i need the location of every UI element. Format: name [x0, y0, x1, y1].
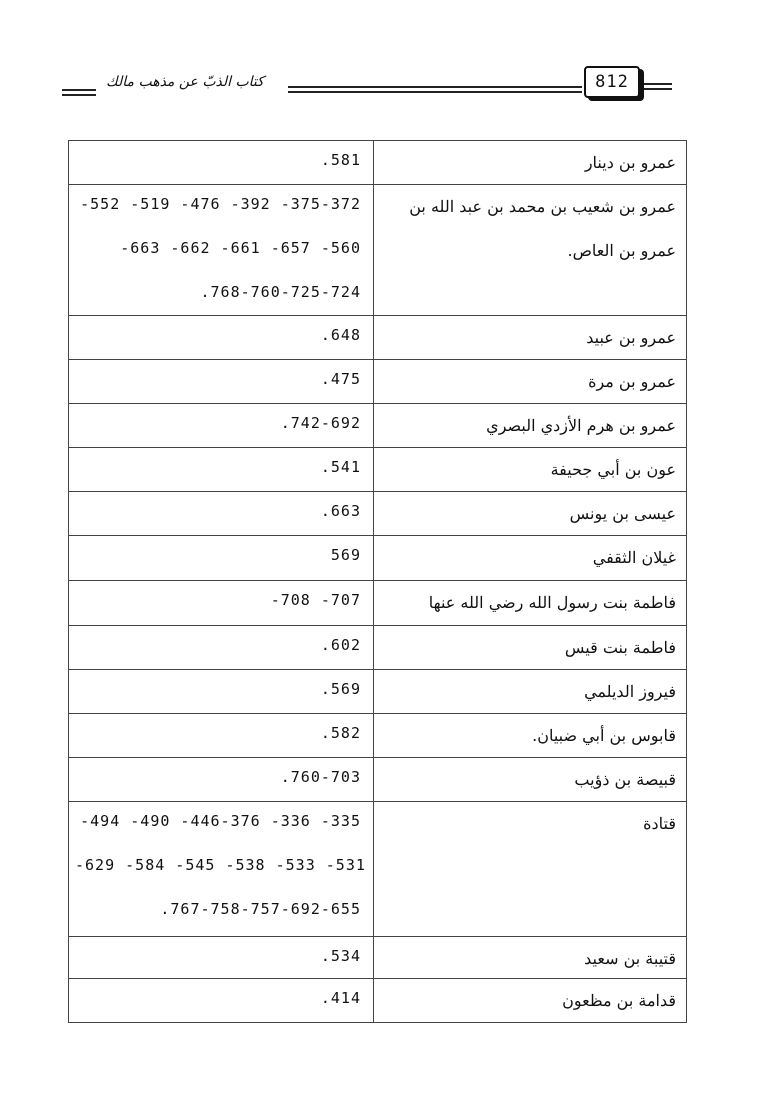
page-refs-cell — [69, 492, 374, 536]
page-refs: -629 -584 -545 -538 -533 -531 — [75, 856, 366, 874]
page-refs: .767-758-757-692-655 — [160, 900, 361, 918]
entry-name: عمرو بن عبيد — [586, 328, 676, 347]
table-row — [69, 714, 687, 758]
page-refs: .582 — [320, 724, 361, 742]
table-row — [69, 448, 687, 492]
entry-name: عمرو بن شعيب بن محمد بن عبد الله بن عمرو بن العاص. — [409, 197, 676, 260]
entry-name: قتادة — [643, 814, 676, 833]
table-row — [69, 141, 687, 185]
entry-name: عمرو بن هرم الأزدي البصري — [486, 416, 676, 435]
header-rule-right — [288, 86, 582, 88]
table-row — [69, 360, 687, 404]
page-refs: -708 -707 — [270, 591, 361, 609]
page-refs: -552 -519 -476 -392 -375-372 — [80, 195, 361, 213]
header-rule-left — [62, 89, 96, 91]
table-row — [69, 937, 687, 979]
page-refs-cell — [69, 316, 374, 360]
page-refs: -663 -662 -661 -657 -560 — [120, 239, 361, 257]
name-cell — [374, 714, 687, 758]
entry-name: قدامة بن مظعون — [562, 991, 676, 1010]
page-refs-cell — [69, 448, 374, 492]
table-row — [69, 185, 687, 316]
page-refs-cell — [69, 626, 374, 670]
page-refs-cell — [69, 185, 374, 316]
header-rule-tail-2 — [642, 88, 672, 90]
entry-name: فيروز الديلمي — [584, 682, 676, 701]
table-row — [69, 670, 687, 714]
page-refs-cell — [69, 360, 374, 404]
page-refs: .648 — [320, 326, 361, 344]
page-refs-cell — [69, 714, 374, 758]
entry-name: غيلان الثقفي — [592, 548, 676, 567]
name-cell — [374, 536, 687, 581]
name-cell — [374, 581, 687, 626]
name-cell — [374, 360, 687, 404]
table-row — [69, 979, 687, 1023]
page-refs: .581 — [320, 151, 361, 169]
name-cell — [374, 404, 687, 448]
header-rule-left-2 — [62, 94, 96, 96]
table-row — [69, 802, 687, 937]
page-refs: .414 — [320, 989, 361, 1007]
entry-name: فاطمة بنت رسول الله رضي الله عنها — [428, 593, 676, 612]
page-refs: .760-703 — [280, 768, 361, 786]
page-refs: .475 — [320, 370, 361, 388]
entry-name: عمرو بن مرة — [588, 372, 676, 391]
name-cell — [374, 979, 687, 1023]
entry-name: قتيبة بن سعيد — [584, 949, 676, 968]
table-row — [69, 758, 687, 802]
entry-name: عيسى بن يونس — [569, 504, 676, 523]
table-row — [69, 492, 687, 536]
name-cell — [374, 448, 687, 492]
name-cell — [374, 802, 687, 937]
name-cell — [374, 670, 687, 714]
entry-name: قبيصة بن ذؤيب — [574, 770, 676, 789]
name-cell — [374, 316, 687, 360]
index-table — [68, 140, 687, 1023]
page-refs-cell — [69, 979, 374, 1023]
name-cell — [374, 492, 687, 536]
table-row — [69, 536, 687, 581]
table-row — [69, 316, 687, 360]
page-refs-cell — [69, 802, 374, 937]
page-refs-cell — [69, 758, 374, 802]
page-refs: .768-760-725-724 — [200, 283, 361, 301]
page-refs: -494 -490 -446-376 -336 -335 — [80, 812, 361, 830]
page-refs: .534 — [320, 947, 361, 965]
page-refs-cell — [69, 581, 374, 626]
page-refs-cell — [69, 404, 374, 448]
page-refs: .742-692 — [280, 414, 361, 432]
table-row — [69, 581, 687, 626]
page-refs-cell — [69, 141, 374, 185]
entry-name: عون بن أبي جحيفة — [550, 460, 676, 479]
table-row — [69, 626, 687, 670]
page-number: 812 — [584, 66, 640, 98]
page-refs-cell — [69, 536, 374, 581]
entry-name: قابوس بن أبي ضبيان. — [532, 726, 676, 745]
name-cell — [374, 141, 687, 185]
page-refs: 569 — [330, 546, 361, 564]
page-refs-cell — [69, 670, 374, 714]
header-rule-tail — [642, 83, 672, 85]
name-cell — [374, 758, 687, 802]
page-refs: .663 — [320, 502, 361, 520]
page-refs: .602 — [320, 636, 361, 654]
page-refs-cell — [69, 937, 374, 979]
table-row — [69, 404, 687, 448]
header-rule-right-2 — [288, 91, 582, 93]
name-cell — [374, 185, 687, 316]
entry-name: فاطمة بنت قيس — [564, 638, 676, 657]
name-cell — [374, 626, 687, 670]
page-refs: .541 — [320, 458, 361, 476]
running-header-title: كتاب الذبّ عن مذهب مالك — [106, 74, 264, 90]
page-refs: .569 — [320, 680, 361, 698]
name-cell — [374, 937, 687, 979]
entry-name: عمرو بن دينار — [584, 153, 676, 172]
